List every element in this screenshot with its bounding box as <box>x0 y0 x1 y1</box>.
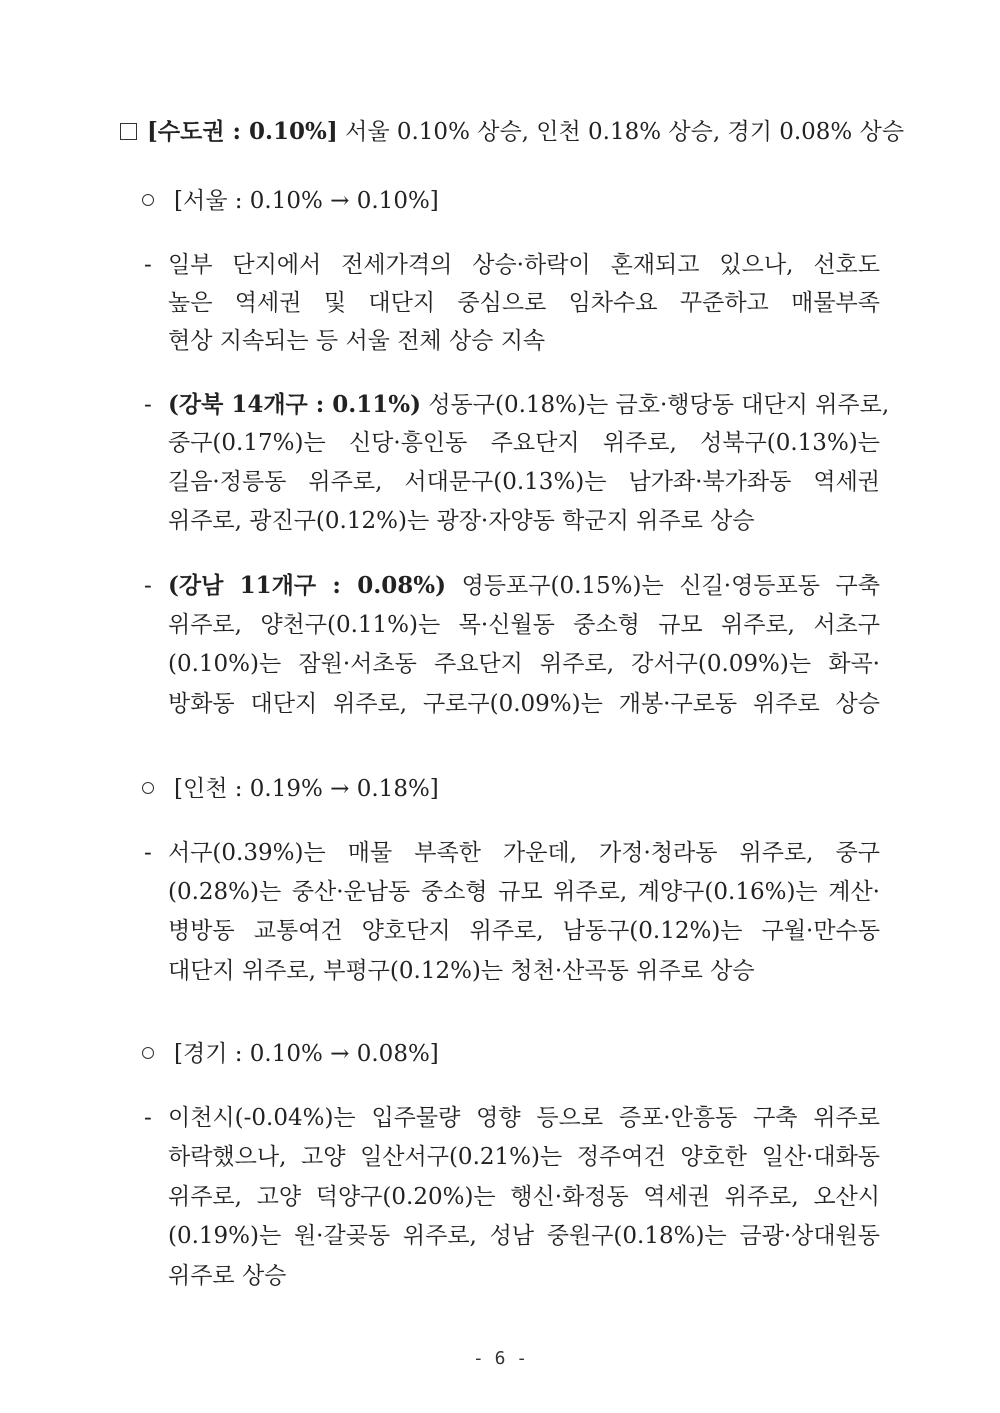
seoul-p2-line-1 <box>168 385 890 425</box>
gyeonggi-p1-line-2: 하락했으나, 고양 일산서구(0.21%)는 정주여건 양호한 일산·대화동 <box>168 1144 880 1170</box>
seoul-p3-text-1: 영등포구(0.15%)는 신길·영등포동 구축 <box>461 573 880 599</box>
dash-bullet: - <box>144 1105 152 1131</box>
seoul-p2-line-2: 중구(0.17%)는 신당·흥인동 주요단지 위주로, 성북구(0.13%)는 <box>168 430 880 456</box>
gyeonggi-heading <box>142 1034 439 1074</box>
seoul-p3-line-3: (0.10%)는 잠원·서초동 주요단지 위주로, 강서구(0.09%)는 화곡· <box>168 651 880 677</box>
dash-bullet: - <box>144 392 152 418</box>
section-title: [수도권 : 0.10%] <box>147 118 338 145</box>
circle-bullet-icon <box>142 194 154 206</box>
gyeonggi-heading-text: [경기 : 0.10% → 0.08%] <box>174 1041 439 1067</box>
seoul-p2-text-1: 성동구(0.18%)는 금호·행당동 대단지 위주로, <box>428 392 890 418</box>
seoul-p1-line-2: 높은 역세권 및 대단지 중심으로 임차수요 꾸준하고 매물부족 <box>168 290 880 316</box>
dash-bullet: - <box>144 573 152 599</box>
seoul-p2-line-3: 길음·정릉동 위주로, 서대문구(0.13%)는 남가좌·북가좌동 역세권 <box>168 469 880 495</box>
circle-bullet-icon <box>142 782 154 794</box>
seoul-p3-line-2: 위주로, 양천구(0.11%)는 목·신월동 중소형 규모 위주로, 서초구 <box>168 612 880 638</box>
section-summary: 서울 0.10% 상승, 인천 0.18% 상승, 경기 0.08% 상승 <box>345 119 905 145</box>
incheon-heading-text: [인천 : 0.19% → 0.18%] <box>174 776 439 802</box>
incheon-p1-line-1: 서구(0.39%)는 매물 부족한 가운데, 가정·청라동 위주로, 중구 <box>168 840 880 866</box>
circle-bullet-icon <box>142 1047 154 1059</box>
seoul-p1-line-3: 현상 지속되는 등 서울 전체 상승 지속 <box>168 328 546 354</box>
seoul-p2-line-4: 위주로, 광진구(0.12%)는 광장·자양동 학군지 위주로 상승 <box>168 508 755 534</box>
checkbox-icon <box>120 123 137 140</box>
gyeonggi-p1-line-4: (0.19%)는 원·갈곶동 위주로, 성남 중원구(0.18%)는 금광·상대원동 <box>168 1223 880 1249</box>
incheon-p1-line-4: 대단지 위주로, 부평구(0.12%)는 청천·산곡동 위주로 상승 <box>168 958 755 984</box>
dash-bullet: - <box>144 252 152 278</box>
section-heading <box>120 112 905 152</box>
seoul-p1-line-1: 일부 단지에서 전세가격의 상승·하락이 혼재되고 있으나, 선호도 <box>168 252 880 278</box>
seoul-p3-line-1 <box>168 566 880 606</box>
incheon-p1-line-2: (0.28%)는 중산·운남동 중소형 규모 위주로, 계양구(0.16%)는 계산· <box>168 879 880 905</box>
dash-bullet: - <box>144 840 152 866</box>
seoul-heading-text: [서울 : 0.10% → 0.10%] <box>174 188 439 214</box>
gangbuk-label: (강북 14개구 : 0.11%) <box>168 391 422 418</box>
gyeonggi-p1-line-3: 위주로, 고양 덕양구(0.20%)는 행신·화정동 역세권 위주로, 오산시 <box>168 1184 880 1210</box>
gyeonggi-p1-line-1: 이천시(-0.04%)는 입주물량 영향 등으로 증포·안흥동 구축 위주로 <box>168 1105 880 1131</box>
incheon-p1-line-3: 병방동 교통여건 양호단지 위주로, 남동구(0.12%)는 구월·만수동 <box>168 918 880 944</box>
seoul-p3-line-4: 방화동 대단지 위주로, 구로구(0.09%)는 개봉·구로동 위주로 상승 <box>168 691 880 717</box>
incheon-heading <box>142 769 439 809</box>
gangnam-label: (강남 11개구 : 0.08%) <box>168 572 446 599</box>
page-number: - 6 - <box>472 1348 528 1369</box>
gyeonggi-p1-line-5: 위주로 상승 <box>168 1263 287 1289</box>
seoul-heading <box>142 181 439 221</box>
